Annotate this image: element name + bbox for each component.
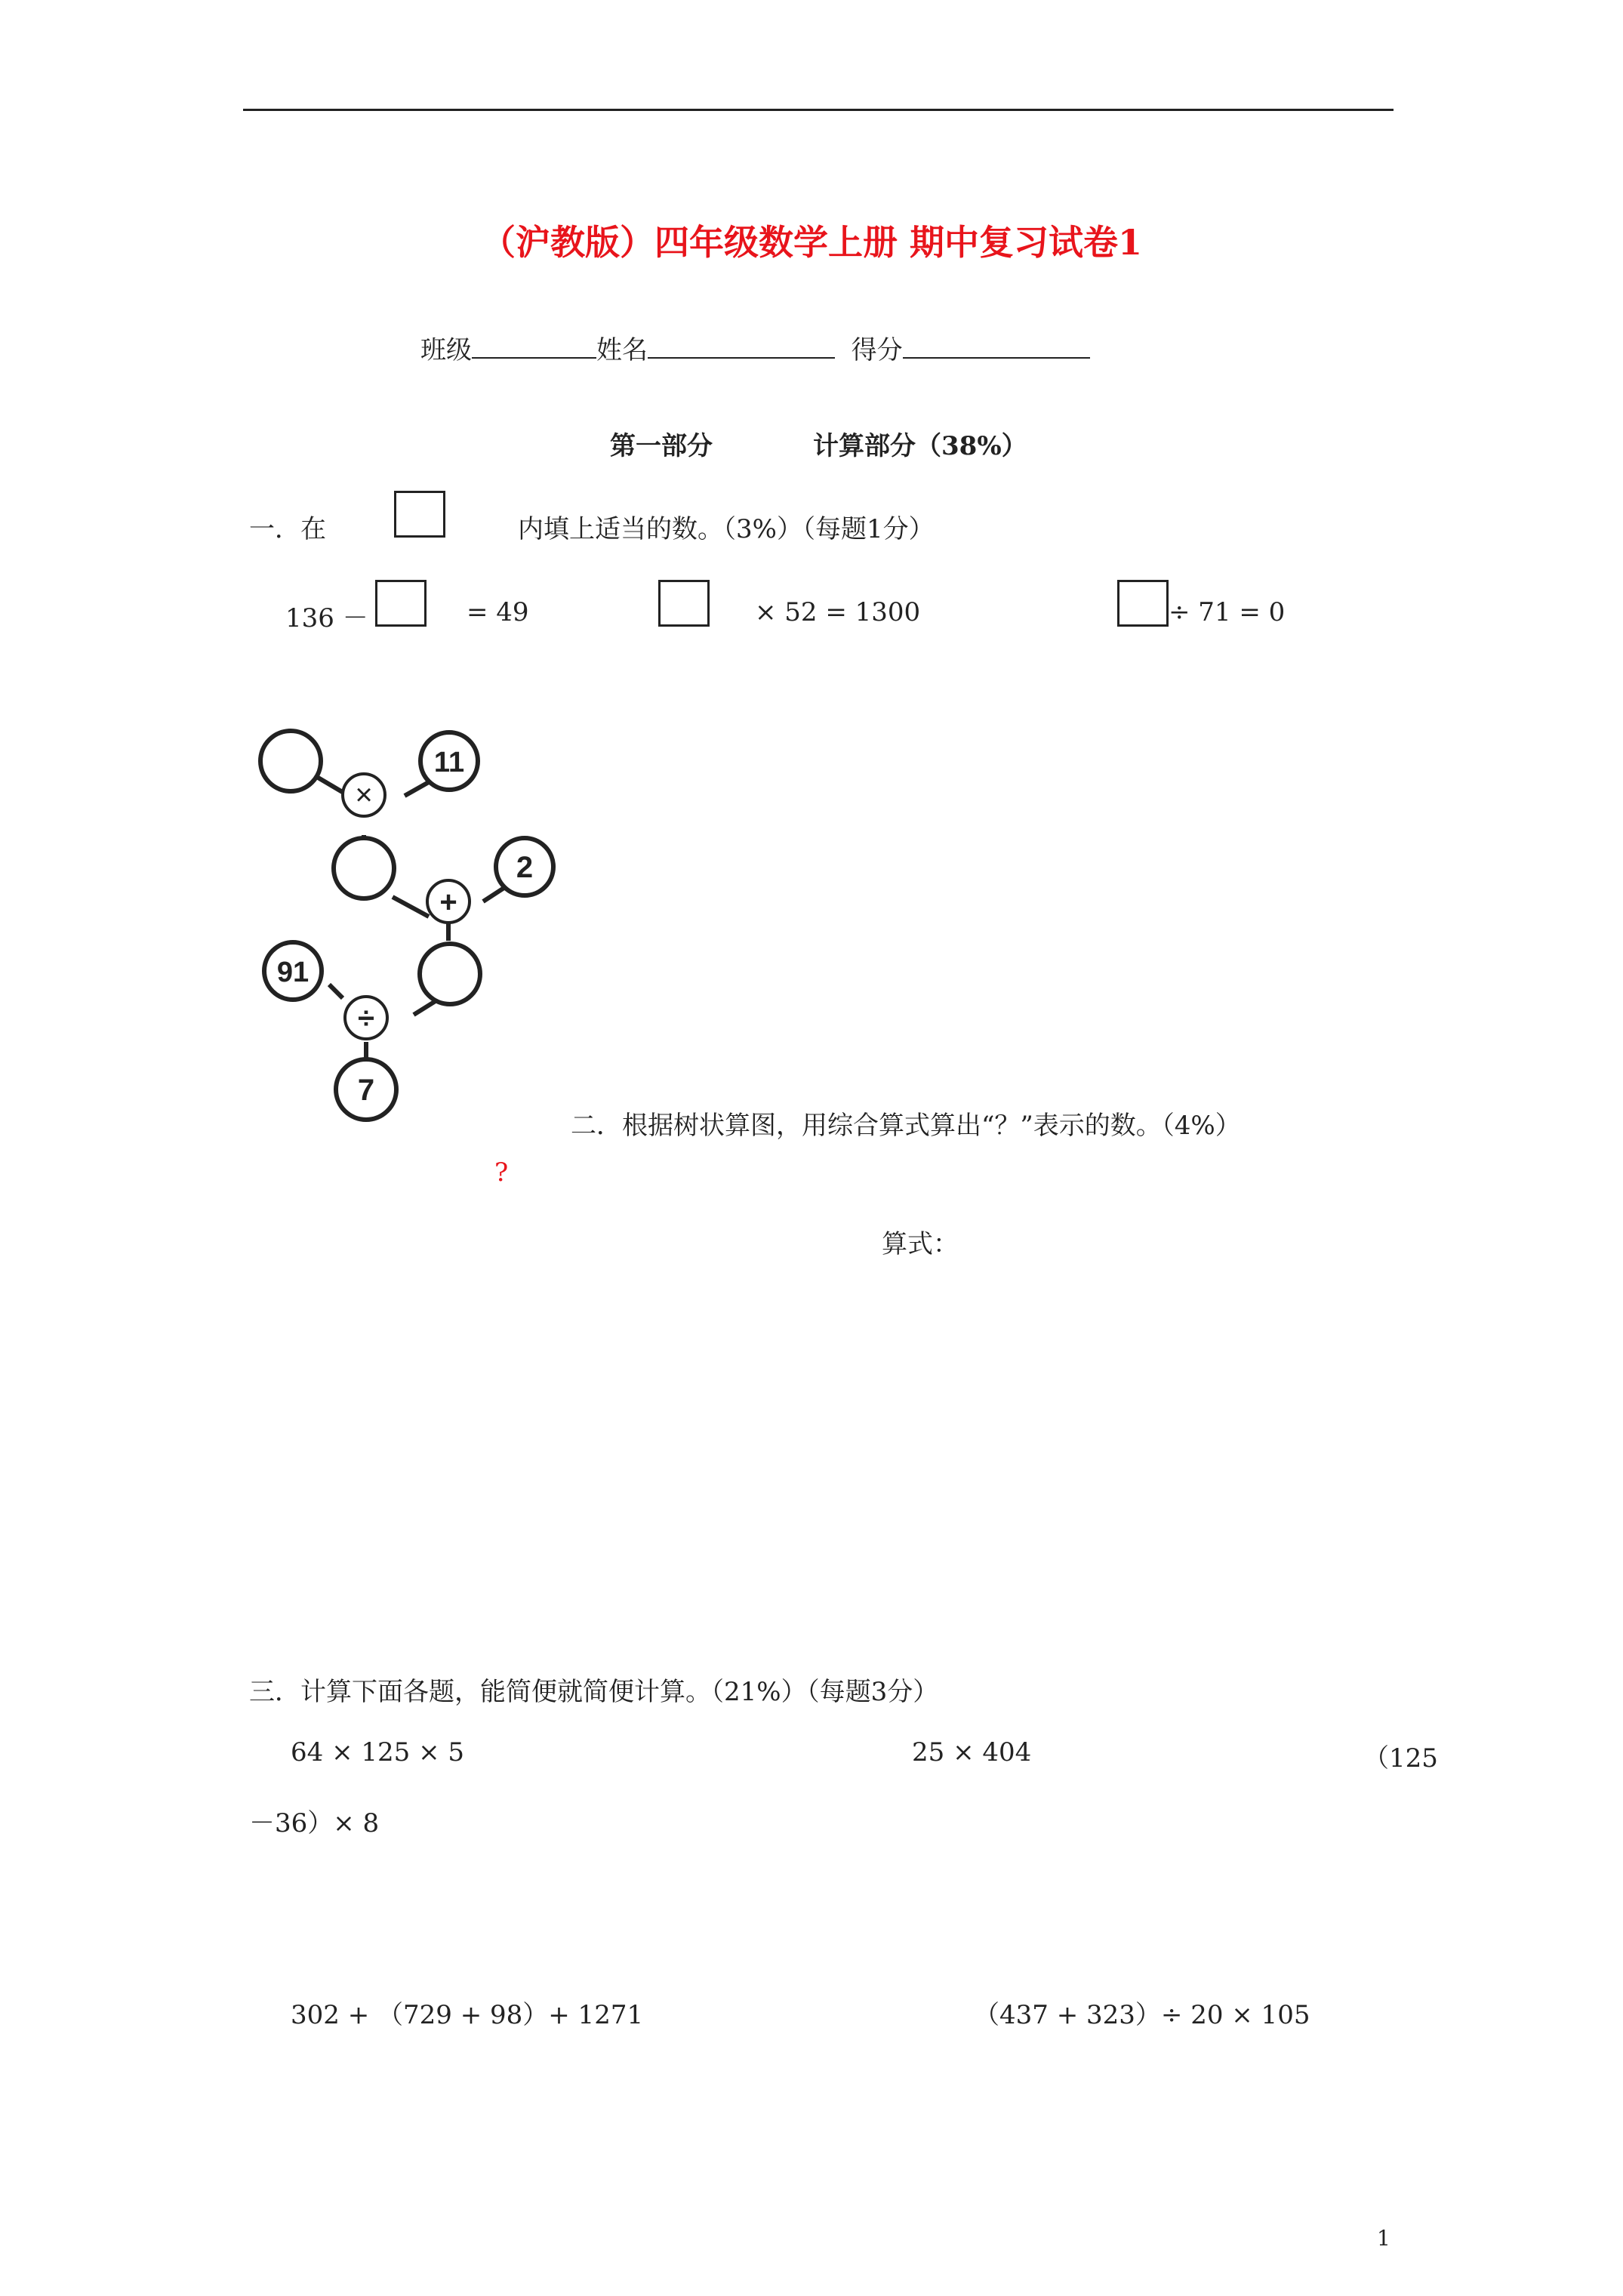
answer-box-sample xyxy=(394,491,445,538)
question-mark: ? xyxy=(494,1157,509,1188)
tree-label-11: 11 xyxy=(433,747,465,778)
eq2-right: × 52 = 1300 xyxy=(755,597,921,627)
page-number: 1 xyxy=(1377,2226,1390,2251)
problem-3-start: （125 xyxy=(1363,1743,1438,1774)
problem-5: （437 + 323）÷ 20 × 105 xyxy=(974,2000,1310,2030)
page-title: （沪教版）四年级数学上册 期中复习试卷1 xyxy=(480,222,1143,263)
problem-1: 64 × 125 × 5 xyxy=(291,1737,464,1767)
name-label: 姓名 xyxy=(596,335,648,365)
tree-op-divide: ÷ xyxy=(358,1002,374,1035)
tree-label-2: 2 xyxy=(516,851,534,884)
tree-op-plus: + xyxy=(439,886,457,919)
q3-instruction: 三．计算下面各题，能简便就简便计算。（21%）（每题3分） xyxy=(249,1677,939,1707)
class-blank[interactable] xyxy=(472,357,596,359)
tree-op-multiply: × xyxy=(355,778,373,812)
problem-4: 302 + （729 + 98）+ 1271 xyxy=(291,2000,644,2030)
empty-circle-2 xyxy=(334,838,394,898)
score-label: 得分 xyxy=(851,335,903,365)
eq3-answer-box[interactable] xyxy=(1117,580,1169,627)
top-rule xyxy=(243,109,1394,111)
score-blank[interactable] xyxy=(903,357,1090,359)
formula-label: 算式： xyxy=(882,1229,959,1259)
problem-2: 25 × 404 xyxy=(912,1737,1032,1767)
part1-name: 第一部分 xyxy=(610,431,713,461)
empty-circle-1 xyxy=(260,731,321,791)
student-info-line xyxy=(420,329,1090,366)
q2-instruction: 二．根据树状算图，用综合算式算出“？”表示的数。（4%） xyxy=(571,1111,1241,1141)
part1-title: 计算部分（38%） xyxy=(813,431,1027,461)
eq1-left: 136 － xyxy=(285,603,368,633)
class-label: 班级 xyxy=(420,335,472,365)
name-blank[interactable] xyxy=(648,357,835,359)
eq1-answer-box[interactable] xyxy=(375,580,427,627)
empty-circle-3 xyxy=(420,944,480,1004)
tree-diagram xyxy=(249,717,574,1125)
eq1-right: = 49 xyxy=(467,597,529,627)
tree-label-7: 7 xyxy=(357,1074,375,1107)
eq2-answer-box[interactable] xyxy=(658,580,710,627)
eq3-right: ÷ 71 = 0 xyxy=(1169,597,1286,627)
tree-label-91: 91 xyxy=(276,957,310,988)
q1-prefix: 一．在 xyxy=(249,514,326,544)
problem-3-end: －36）× 8 xyxy=(249,1808,380,1838)
q1-instruction: 内填上适当的数。（3%）（每题1分） xyxy=(518,514,935,544)
